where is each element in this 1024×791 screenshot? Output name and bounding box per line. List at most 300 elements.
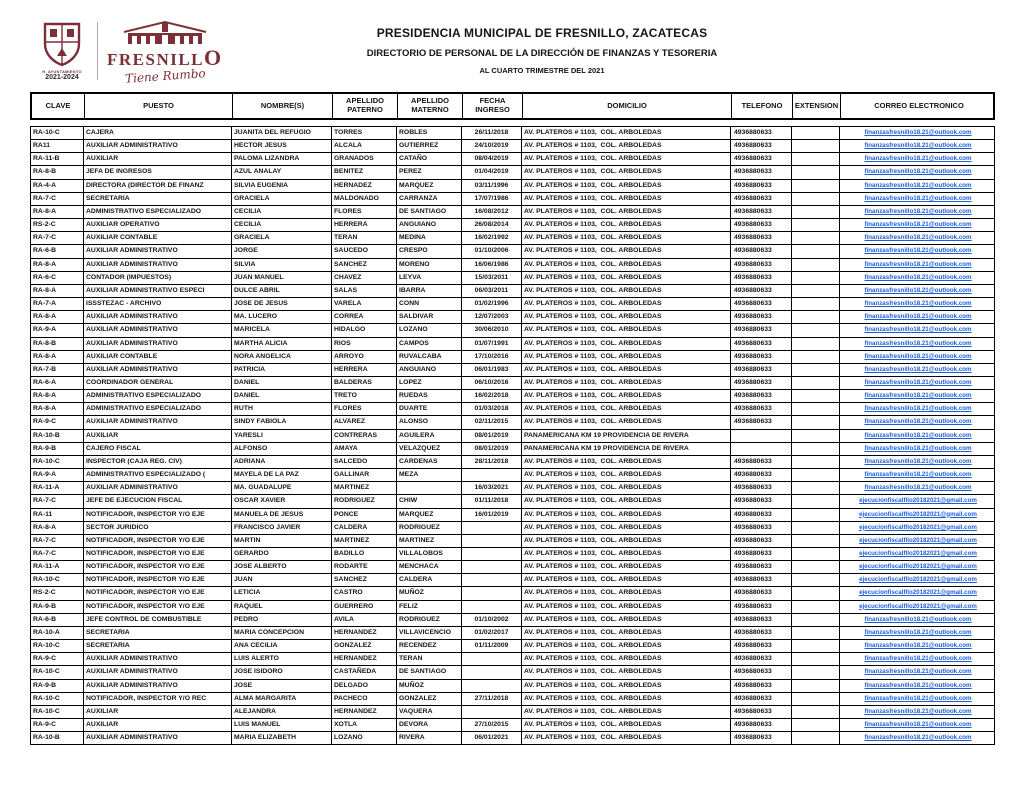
cell-correo-electronico <box>839 587 996 599</box>
cell-puesto: SECRETARIA <box>83 627 231 639</box>
cell-domicilio: AV. PLATEROS # 1103, COL. ARBOLEDAS <box>521 311 730 323</box>
table-row <box>30 376 995 389</box>
email-link[interactable]: finanzasfresnillo18.21@outlook.com <box>864 484 972 492</box>
cell-extension <box>791 680 839 692</box>
cell-correo-electronico <box>839 653 996 665</box>
cell-clave: RA-10-C <box>33 129 60 136</box>
table-row <box>30 126 995 139</box>
cell-telefono: 4936880633 <box>730 640 791 652</box>
cell-fecha-ingreso <box>461 587 521 599</box>
cell-extension <box>791 614 839 626</box>
table-row <box>30 705 995 718</box>
cell-telefono: 4936880633 <box>730 601 791 613</box>
cell-nombres: DULCE ABRIL <box>231 285 331 297</box>
cell-apellido-paterno: DELGADO <box>331 680 396 692</box>
cell-correo-electronico <box>839 219 996 231</box>
cell-domicilio: AV. PLATEROS # 1103, COL. ARBOLEDAS <box>521 245 730 257</box>
cell-correo-electronico <box>839 443 996 455</box>
cell-clave: RA11 <box>33 142 51 150</box>
cell-apellido-paterno: PACHECO <box>331 693 396 705</box>
table-row <box>30 534 995 547</box>
cell-apellido-paterno: SALAS <box>331 285 396 297</box>
cell-nombres: SILVIA EUGENIA <box>231 180 331 192</box>
cell-extension <box>791 153 839 165</box>
cell-correo-electronico <box>839 377 996 389</box>
cell-extension <box>791 535 839 547</box>
cell-fecha-ingreso: 08/01/2019 <box>461 443 521 455</box>
email-link[interactable]: finanzasfresnillo18.21@outlook.com <box>864 273 972 281</box>
brand-slogan: Tiene Rumbo <box>124 66 206 86</box>
cell-domicilio: AV. PLATEROS # 1103, COL. ARBOLEDAS <box>521 706 730 718</box>
cell-apellido-paterno: LOZANO <box>331 732 396 744</box>
cell-apellido-materno: LOZANO <box>396 324 461 336</box>
cell-extension <box>791 561 839 573</box>
cell-correo-electronico <box>839 561 996 573</box>
cell-fecha-ingreso <box>461 574 521 586</box>
cell-domicilio: AV. PLATEROS # 1103, COL. ARBOLEDAS <box>521 259 730 271</box>
cell-apellido-materno: MARQUEZ <box>396 180 461 192</box>
table-row <box>30 494 995 507</box>
cell-puesto: JEFA DE INGRESOS <box>83 166 231 178</box>
cell-apellido-paterno: HERRERA <box>331 364 396 376</box>
cell-fecha-ingreso: 01/11/2018 <box>461 495 521 507</box>
cell-clave: RA-9-A <box>33 326 57 334</box>
cell-domicilio: AV. PLATEROS # 1103, COL. ARBOLEDAS <box>521 469 730 481</box>
cell-domicilio: AV. PLATEROS # 1103, COL. ARBOLEDAS <box>521 403 730 415</box>
cell-correo-electronico <box>839 548 996 560</box>
cell-puesto: ADMINISTRATIVO ESPECIALIZADO <box>83 403 231 415</box>
cell-correo-electronico <box>839 495 996 507</box>
cell-extension <box>791 324 839 336</box>
cell-clave: RA-8-B <box>33 339 57 347</box>
email-link[interactable]: finanzasfresnillo18.21@outlook.com <box>864 642 972 650</box>
cell-clave: RA-9-C <box>33 721 57 729</box>
email-link[interactable]: finanzasfresnillo18.21@outlook.com <box>864 168 972 176</box>
cell-puesto: AUXILIAR ADMINISTRATIVO <box>83 482 231 494</box>
cell-clave: RA-10-C <box>33 668 60 676</box>
table-row <box>30 258 995 271</box>
email-link[interactable]: ejecucionfiscalfllo20182021@gmail.com <box>859 510 977 518</box>
cell-apellido-paterno: MARTINEZ <box>331 482 396 494</box>
cell-nombres: MARIA CONCEPCION <box>231 627 331 639</box>
cell-puesto: NOTIFICADOR, INSPECTOR Y/O EJE <box>83 535 231 547</box>
cell-telefono: 4936880633 <box>730 272 791 284</box>
email-link[interactable]: finanzasfresnillo18.21@outlook.com <box>864 418 972 426</box>
cell-nombres: ALEJANDRA <box>231 706 331 718</box>
cell-clave: RA-6-A <box>33 378 57 386</box>
email-link[interactable]: finanzasfresnillo18.21@outlook.com <box>864 339 972 347</box>
cell-telefono: 4936880633 <box>730 535 791 547</box>
email-link[interactable]: ejecucionfiscalfllo20182021@gmail.com <box>859 589 977 597</box>
email-link[interactable]: finanzasfresnillo18.21@outlook.com <box>864 392 972 400</box>
cell-fecha-ingreso: 27/11/2018 <box>461 693 521 705</box>
cell-apellido-paterno: CHAVEZ <box>331 272 396 284</box>
cell-apellido-paterno: AVILA <box>331 614 396 626</box>
cell-nombres: JUAN <box>231 574 331 586</box>
cell-clave: RA-8-A <box>33 352 57 360</box>
cell-domicilio: AV. PLATEROS # 1103, COL. ARBOLEDAS <box>521 732 730 744</box>
cell-nombres: JOSE ISIDORO <box>231 666 331 678</box>
cell-fecha-ingreso: 26/11/2018 <box>461 127 521 139</box>
brand-wordmark: FRESNILLO <box>107 45 223 70</box>
cell-fecha-ingreso: 16/08/2012 <box>461 206 521 218</box>
column-header-extension: EXTENSION <box>792 94 840 118</box>
email-link[interactable]: finanzasfresnillo18.21@outlook.com <box>864 194 972 202</box>
table-row <box>30 218 995 231</box>
cell-apellido-materno: MORENO <box>396 259 461 271</box>
cell-clave: RA-9-C <box>33 418 57 426</box>
cell-telefono: 4936880633 <box>730 574 791 586</box>
cell-clave: RS-2-C <box>33 221 56 229</box>
cell-clave: RA-7-A <box>33 300 57 308</box>
cell-domicilio: AV. PLATEROS # 1103, COL. ARBOLEDAS <box>521 495 730 507</box>
cell-puesto: AUXILIAR ADMINISTRATIVO <box>83 324 231 336</box>
cell-fecha-ingreso: 15/03/2011 <box>461 272 521 284</box>
email-link[interactable]: finanzasfresnillo18.21@outlook.com <box>864 207 972 215</box>
email-link[interactable]: finanzasfresnillo18.21@outlook.com <box>864 352 972 360</box>
cell-extension <box>791 364 839 376</box>
cell-fecha-ingreso <box>461 561 521 573</box>
cell-domicilio: AV. PLATEROS # 1103, COL. ARBOLEDAS <box>521 285 730 297</box>
cell-telefono: 4936880633 <box>730 719 791 731</box>
email-link[interactable]: finanzasfresnillo18.21@outlook.com <box>864 181 972 189</box>
email-link[interactable]: finanzasfresnillo18.21@outlook.com <box>864 405 972 413</box>
cell-telefono: 4936880633 <box>730 482 791 494</box>
email-link[interactable]: finanzasfresnillo18.21@outlook.com <box>864 221 972 229</box>
cell-apellido-paterno: MARTINEZ <box>331 535 396 547</box>
cell-apellido-materno: TERAN <box>396 653 461 665</box>
cell-clave: RA-9-B <box>33 602 57 610</box>
cell-domicilio: AV. PLATEROS # 1103, COL. ARBOLEDAS <box>521 127 730 139</box>
cell-extension <box>791 232 839 244</box>
cell-correo-electronico <box>839 193 996 205</box>
cell-fecha-ingreso: 01/04/2019 <box>461 166 521 178</box>
cell-clave: RA-8-A <box>33 313 57 321</box>
table-body <box>30 126 995 745</box>
cell-apellido-materno: CRESPO <box>396 245 461 257</box>
email-link[interactable]: finanzasfresnillo18.21@outlook.com <box>864 444 972 452</box>
table-row <box>30 639 995 652</box>
cell-correo-electronico <box>839 180 996 192</box>
cell-puesto: SECTOR JURIDICO <box>83 522 231 534</box>
table-row <box>30 297 995 310</box>
cell-puesto: AUXILIAR ADMINISTRATIVO <box>83 416 231 428</box>
email-link[interactable]: finanzasfresnillo18.21@outlook.com <box>864 260 972 268</box>
cell-apellido-paterno: HERNADEZ <box>331 180 396 192</box>
cell-apellido-materno: DEVORA <box>396 719 461 731</box>
cell-extension <box>791 456 839 468</box>
cell-apellido-materno: RODRIGUEZ <box>396 522 461 534</box>
cell-nombres: MANUELA DE JESUS <box>231 509 331 521</box>
cell-telefono: 4936880633 <box>730 351 791 363</box>
table-row <box>30 363 995 376</box>
cell-extension <box>791 390 839 402</box>
cell-puesto: AUXILIAR ADMINISTRATIVO <box>83 259 231 271</box>
cell-clave: RA-7-C <box>33 194 57 202</box>
cell-apellido-materno: DE SANTIAGO <box>396 666 461 678</box>
cell-fecha-ingreso: 01/10/2002 <box>461 614 521 626</box>
cell-apellido-materno: SALDIVAR <box>396 311 461 323</box>
cell-telefono: 4936880633 <box>730 456 791 468</box>
crest-caption: 2021-2024 <box>45 73 79 81</box>
table-row <box>30 652 995 665</box>
cell-extension <box>791 548 839 560</box>
table-row <box>30 665 995 678</box>
cell-apellido-materno: CARRANZA <box>396 193 461 205</box>
column-header-correo-electronico: CORREO ELECTRONICO <box>840 94 997 118</box>
cell-extension <box>791 403 839 415</box>
cell-fecha-ingreso <box>461 535 521 547</box>
cell-domicilio: AV. PLATEROS # 1103, COL. ARBOLEDAS <box>521 232 730 244</box>
cell-nombres: MARTIN <box>231 535 331 547</box>
email-link[interactable]: finanzasfresnillo18.21@outlook.com <box>864 655 972 663</box>
email-link[interactable]: ejecucionfiscalfllo20182021@gmail.com <box>859 523 977 531</box>
cell-fecha-ingreso: 08/01/2019 <box>461 430 521 442</box>
cell-fecha-ingreso <box>461 706 521 718</box>
table-row <box>30 679 995 692</box>
cell-correo-electronico <box>839 245 996 257</box>
cell-apellido-paterno: CASTAÑEDA <box>331 666 396 678</box>
cell-telefono: 4936880633 <box>730 219 791 231</box>
cell-telefono: 4936880633 <box>730 206 791 218</box>
cell-apellido-materno: GONZALEZ <box>396 693 461 705</box>
cell-fecha-ingreso: 16/01/2019 <box>461 509 521 521</box>
cell-domicilio: AV. PLATEROS # 1103, COL. ARBOLEDAS <box>521 140 730 152</box>
table-row <box>30 310 995 323</box>
cell-correo-electronico <box>839 430 996 442</box>
cell-correo-electronico <box>839 601 996 613</box>
cell-fecha-ingreso: 01/02/2017 <box>461 627 521 639</box>
cell-fecha-ingreso: 08/04/2019 <box>461 153 521 165</box>
cell-nombres: JOSE DE JESUS <box>231 298 331 310</box>
table-row <box>30 402 995 415</box>
cell-puesto: NOTIFICADOR, INSPECTOR Y/O REC <box>83 693 231 705</box>
table-row <box>30 731 995 744</box>
cell-puesto: INSPECTOR (CAJA REG. CIV) <box>83 456 231 468</box>
cell-extension <box>791 640 839 652</box>
cell-extension <box>791 706 839 718</box>
document-period: AL CUARTO TRIMESTRE DEL 2021 <box>479 66 605 75</box>
cell-fecha-ingreso: 06/10/2016 <box>461 377 521 389</box>
cell-telefono: 4936880633 <box>730 298 791 310</box>
cell-fecha-ingreso <box>461 680 521 692</box>
title-block <box>60 26 1024 75</box>
email-link[interactable]: ejecucionfiscalfllo20182021@gmail.com <box>859 602 977 610</box>
email-link[interactable]: finanzasfresnillo18.21@outlook.com <box>864 615 972 623</box>
cell-puesto: ADMINISTRATIVO ESPECIALIZADO <box>83 390 231 402</box>
cell-fecha-ingreso: 26/08/2014 <box>461 219 521 231</box>
cell-apellido-materno: VILLALOBOS <box>396 548 461 560</box>
table-row <box>30 350 995 363</box>
email-link[interactable]: finanzasfresnillo18.21@outlook.com <box>864 707 972 715</box>
email-link[interactable]: finanzasfresnillo18.21@outlook.com <box>864 365 972 373</box>
cell-nombres: GRACIELA <box>231 193 331 205</box>
cell-apellido-materno: VAQUERA <box>396 706 461 718</box>
cell-domicilio: AV. PLATEROS # 1103, COL. ARBOLEDAS <box>521 653 730 665</box>
cell-telefono: 4936880633 <box>730 561 791 573</box>
cell-apellido-materno: PEREZ <box>396 166 461 178</box>
cell-apellido-paterno: ALVAREZ <box>331 416 396 428</box>
email-link[interactable]: finanzasfresnillo18.21@outlook.com <box>864 313 972 321</box>
cell-fecha-ingreso: 28/11/2018 <box>461 456 521 468</box>
cell-domicilio: AV. PLATEROS # 1103, COL. ARBOLEDAS <box>521 719 730 731</box>
cell-domicilio: AV. PLATEROS # 1103, COL. ARBOLEDAS <box>521 153 730 165</box>
cell-domicilio: AV. PLATEROS # 1103, COL. ARBOLEDAS <box>521 416 730 428</box>
cell-apellido-materno: VELAZQUEZ <box>396 443 461 455</box>
cell-correo-electronico <box>839 127 996 139</box>
email-link[interactable]: finanzasfresnillo18.21@outlook.com <box>864 694 972 702</box>
email-link[interactable]: finanzasfresnillo18.21@outlook.com <box>864 378 972 386</box>
email-link[interactable]: finanzasfresnillo18.21@outlook.com <box>864 734 972 742</box>
cell-extension <box>791 206 839 218</box>
cell-apellido-materno: MENCHACA <box>396 561 461 573</box>
cell-apellido-paterno: FLORES <box>331 403 396 415</box>
email-link[interactable]: finanzasfresnillo18.21@outlook.com <box>864 721 972 729</box>
cell-correo-electronico <box>839 693 996 705</box>
cell-apellido-materno: RODRIGUEZ <box>396 614 461 626</box>
cell-apellido-paterno: TERAN <box>331 232 396 244</box>
cell-extension <box>791 311 839 323</box>
cell-nombres: YARESLI <box>231 430 331 442</box>
email-link[interactable]: finanzasfresnillo18.21@outlook.com <box>864 300 972 308</box>
email-link[interactable]: finanzasfresnillo18.21@outlook.com <box>864 457 972 465</box>
cell-correo-electronico <box>839 680 996 692</box>
cell-domicilio: PANAMERICANA KM 19 PROVIDENCIA DE RIVERA <box>521 443 730 455</box>
cell-fecha-ingreso: 06/01/2021 <box>461 732 521 744</box>
cell-telefono: 4936880633 <box>730 311 791 323</box>
cell-domicilio: AV. PLATEROS # 1103, COL. ARBOLEDAS <box>521 601 730 613</box>
cell-puesto: AUXILIAR <box>83 153 231 165</box>
email-link[interactable]: finanzasfresnillo18.21@outlook.com <box>864 155 972 163</box>
cell-domicilio: AV. PLATEROS # 1103, COL. ARBOLEDAS <box>521 587 730 599</box>
table-row <box>30 389 995 402</box>
cell-telefono: 4936880633 <box>730 706 791 718</box>
cell-extension <box>791 495 839 507</box>
cell-extension <box>791 272 839 284</box>
cell-puesto: NOTIFICADOR, INSPECTOR Y/O EJE <box>83 548 231 560</box>
cell-nombres: GRACIELA <box>231 232 331 244</box>
cell-nombres: LUIS MANUEL <box>231 719 331 731</box>
document-header <box>0 0 1024 92</box>
email-link[interactable]: ejecucionfiscalfllo20182021@gmail.com <box>859 497 977 505</box>
table-row <box>30 244 995 257</box>
email-link[interactable]: finanzasfresnillo18.21@outlook.com <box>864 628 972 636</box>
column-header-telefono: TELEFONO <box>731 94 792 118</box>
email-link[interactable]: finanzasfresnillo18.21@outlook.com <box>864 142 972 150</box>
cell-domicilio: AV. PLATEROS # 1103, COL. ARBOLEDAS <box>521 561 730 573</box>
cell-nombres: JOSE ALBERTO <box>231 561 331 573</box>
cell-correo-electronico <box>839 285 996 297</box>
cell-clave: RA-10-B <box>33 734 60 742</box>
email-link[interactable]: ejecucionfiscalfllo20182021@gmail.com <box>859 536 977 544</box>
cell-extension <box>791 587 839 599</box>
cell-clave: RA-8-A <box>33 207 57 215</box>
cell-telefono: 4936880633 <box>730 416 791 428</box>
cell-correo-electronico <box>839 364 996 376</box>
cell-nombres: ALMA MARGARITA <box>231 693 331 705</box>
email-link[interactable]: finanzasfresnillo18.21@outlook.com <box>864 668 972 676</box>
cell-telefono: 4936880633 <box>730 509 791 521</box>
cell-extension <box>791 627 839 639</box>
table-row <box>30 692 995 705</box>
cell-nombres: RUTH <box>231 403 331 415</box>
cell-telefono: 4936880633 <box>730 259 791 271</box>
email-link[interactable]: finanzasfresnillo18.21@outlook.com <box>864 234 972 242</box>
email-link[interactable]: ejecucionfiscalfllo20182021@gmail.com <box>859 550 977 557</box>
cell-apellido-materno: VILLAVICENCIO <box>396 627 461 639</box>
cell-puesto: AUXILIAR ADMINISTRATIVO <box>83 245 231 257</box>
cell-clave: RS-2-C <box>33 589 56 597</box>
cell-nombres: MARIA ELIZABETH <box>231 732 331 744</box>
cell-clave: RA-6-B <box>33 247 57 255</box>
cell-extension <box>791 259 839 271</box>
cell-fecha-ingreso: 16/06/1986 <box>461 259 521 271</box>
cell-nombres: SINDY FABIOLA <box>231 416 331 428</box>
cell-correo-electronico <box>839 403 996 415</box>
cell-telefono: 4936880633 <box>730 377 791 389</box>
cell-puesto: SECRETARIA <box>83 640 231 652</box>
cell-domicilio: AV. PLATEROS # 1103, COL. ARBOLEDAS <box>521 193 730 205</box>
email-link[interactable]: finanzasfresnillo18.21@outlook.com <box>864 247 972 255</box>
cell-domicilio: AV. PLATEROS # 1103, COL. ARBOLEDAS <box>521 180 730 192</box>
cell-apellido-paterno: RODARTE <box>331 561 396 573</box>
cell-domicilio: AV. PLATEROS # 1103, COL. ARBOLEDAS <box>521 535 730 547</box>
cell-nombres: SILVIA <box>231 259 331 271</box>
cell-extension <box>791 653 839 665</box>
cell-domicilio: AV. PLATEROS # 1103, COL. ARBOLEDAS <box>521 377 730 389</box>
email-link[interactable]: finanzasfresnillo18.21@outlook.com <box>864 326 972 334</box>
cell-fecha-ingreso <box>461 548 521 560</box>
cell-fecha-ingreso <box>461 601 521 613</box>
cell-puesto: NOTIFICADOR, INSPECTOR Y/O EJE <box>83 587 231 599</box>
cell-fecha-ingreso: 01/11/2009 <box>461 640 521 652</box>
email-link[interactable]: ejecucionfiscalfllo20182021@gmail.com <box>859 576 977 584</box>
cell-nombres: MA. LUCERO <box>231 311 331 323</box>
cell-extension <box>791 574 839 586</box>
email-link[interactable]: finanzasfresnillo18.21@outlook.com <box>864 681 972 689</box>
cell-clave: RA-10-C <box>33 642 60 650</box>
cell-apellido-paterno: GALLINAR <box>331 469 396 481</box>
cell-apellido-materno: MUÑOZ <box>396 680 461 692</box>
cell-correo-electronico <box>839 416 996 428</box>
cell-apellido-materno: CHIW <box>396 495 461 507</box>
email-link[interactable]: finanzasfresnillo18.21@outlook.com <box>864 431 972 439</box>
cell-nombres: PATRICIA <box>231 364 331 376</box>
email-link[interactable]: finanzasfresnillo18.21@outlook.com <box>864 471 972 479</box>
document-subtitle: DIRECTORIO DE PERSONAL DE LA DIRECCIÓN DE FINANZAS Y TESORERIA <box>366 48 718 59</box>
email-link[interactable]: ejecucionfiscalfllo20182021@gmail.com <box>859 563 977 571</box>
cell-extension <box>791 666 839 678</box>
cell-puesto: ADMINISTRATIVO ESPECIALIZADO <box>83 206 231 218</box>
cell-fecha-ingreso: 12/07/2003 <box>461 311 521 323</box>
table-row <box>30 323 995 336</box>
cell-clave: RA-9-B <box>33 444 57 452</box>
cell-domicilio: PANAMERICANA KM 19 PROVIDENCIA DE RIVERA <box>521 430 730 442</box>
cell-correo-electronico <box>839 338 996 350</box>
cell-puesto: AUXILIAR ADMINISTRATIVO <box>83 338 231 350</box>
cell-apellido-paterno: CALDERA <box>331 522 396 534</box>
email-link[interactable]: finanzasfresnillo18.21@outlook.com <box>864 286 972 294</box>
email-link[interactable]: finanzasfresnillo18.21@outlook.com <box>864 129 972 136</box>
cell-clave: RA-10-B <box>33 431 60 439</box>
cell-extension <box>791 509 839 521</box>
cell-clave: RA-10-C <box>33 457 60 465</box>
cell-clave: RA-10-A <box>33 628 60 636</box>
column-header-nombres: NOMBRE(S) <box>232 94 332 118</box>
cell-correo-electronico <box>839 311 996 323</box>
cell-telefono: 4936880633 <box>730 666 791 678</box>
table-row <box>30 415 995 428</box>
